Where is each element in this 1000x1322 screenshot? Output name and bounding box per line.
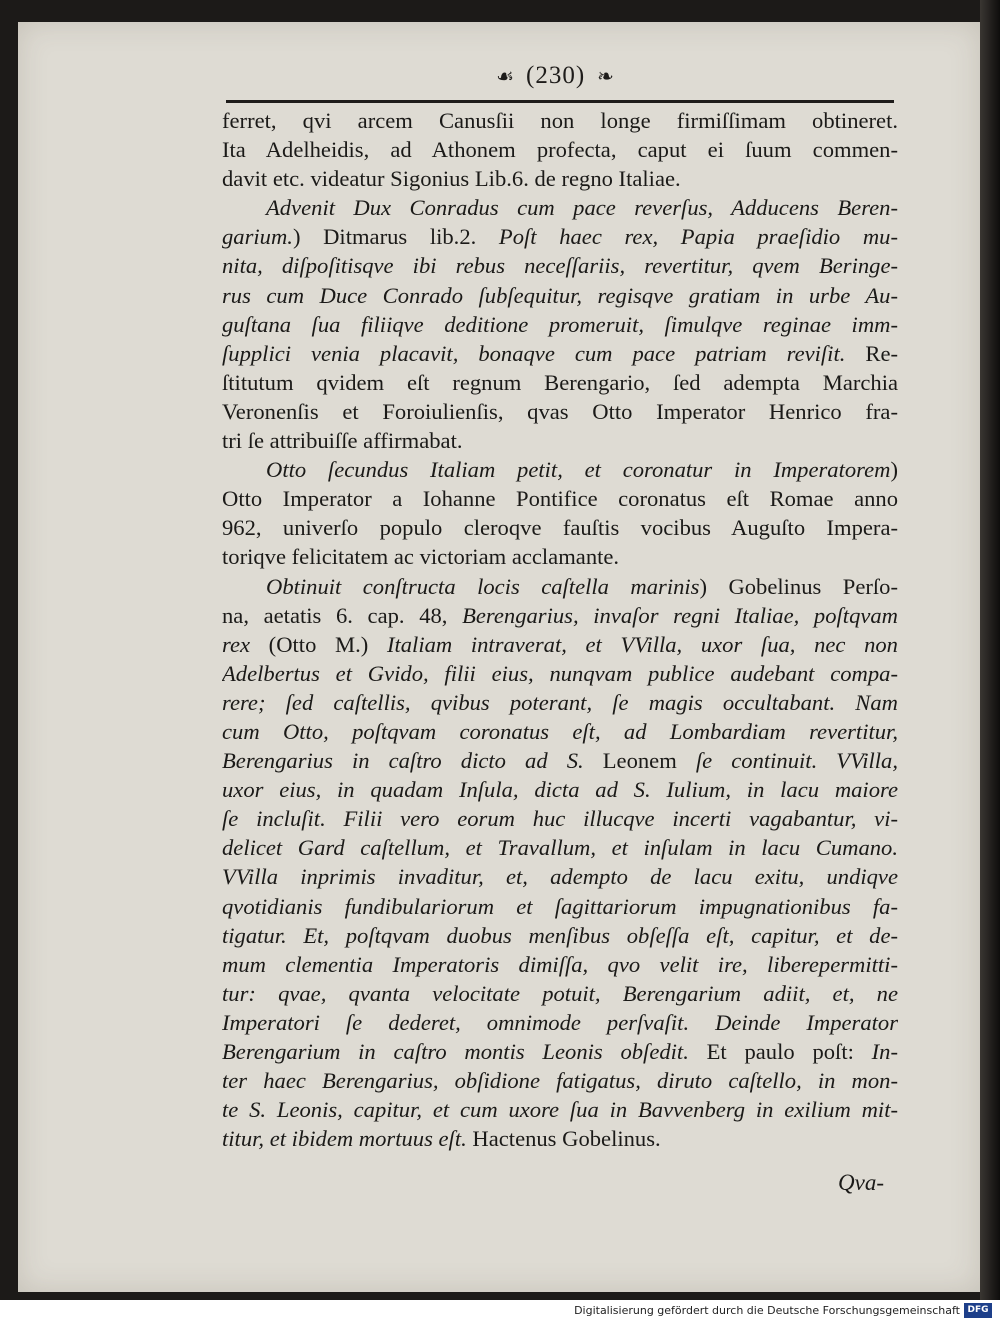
page-number: (230) [526, 62, 586, 89]
text-segment: Berengarius in caſtro dicto ad S. [222, 748, 584, 774]
text-line [222, 251, 898, 280]
text-segment: ſe continuit. VVilla, [695, 748, 898, 774]
text-segment: te S. Leonis, capitur, et cum uxore ſua in Bavvenberg in exilium mit- [222, 1097, 898, 1123]
text-segment: rex [222, 631, 251, 657]
text-segment: ſtitutum qvidem eſt regnum Berengario, ſed adempta Marchia [222, 369, 898, 395]
text-line [222, 717, 898, 746]
text-line [222, 106, 898, 135]
text-segment: Leonem [583, 748, 696, 774]
text-line [222, 426, 898, 455]
text-line [222, 513, 898, 542]
text-line [222, 455, 898, 484]
text-segment: Obtinuit conſtructa locis caſtella marinis [266, 573, 700, 599]
text-line [222, 542, 898, 571]
text-segment: Re- [845, 340, 898, 366]
text-segment: VVilla inprimis invaditur, et, adempto de lacu exitu, undiqve [222, 864, 898, 890]
text-segment: Et paulo poſt: [688, 1039, 872, 1064]
text-line [222, 193, 898, 222]
text-segment: ſupplici venia placavit, bonaqve cum pace patriam reviſit. [222, 340, 846, 366]
text-segment: ) [890, 457, 898, 483]
text-segment: Hactenus Gobelinus. [466, 1126, 661, 1152]
text-segment: qvotidianis fundibulariorum et ſagittariorum impugnationibus fa- [222, 893, 898, 919]
dfg-logo[interactable]: DFG [964, 1303, 992, 1318]
text-segment: In- [871, 1039, 898, 1064]
text-segment: 962, univerſo populo cleroqve fauſtis vocibus Auguſto Impera- [222, 515, 898, 541]
text-line [222, 746, 898, 775]
text-line [222, 921, 898, 950]
text-segment: Adelbertus et Gvido, filii eius, nunqvam publice audebant compa- [222, 660, 898, 686]
text-segment: nita, diſpoſitisqve ibi rebus neceſſariis, revertitur, qvem Beringe- [222, 253, 898, 279]
text-segment: cum Otto, poſtqvam coronatus eſt, ad Lombardiam revertitur, [222, 718, 898, 744]
text-segment: rus cum Duce Conrado ſubſequitur, regisqve gratiam in urbe Au- [222, 282, 898, 308]
text-segment: Poſt haec rex, Papia praeſidio mu- [498, 224, 898, 250]
text-line [222, 339, 898, 368]
text-segment: (Otto M.) [250, 631, 387, 657]
text-segment: ſe incluſit. Filii vero eorum huc illucqve incerti vagabantur, vi- [222, 806, 898, 832]
text-segment: ) Ditmarus lib.2. [292, 224, 499, 250]
text-line [222, 862, 898, 891]
text-segment: tigatur. Et, poſtqvam duobus menſibus obſeſſa eſt, capitur, et de- [222, 922, 898, 948]
text-line [222, 281, 898, 310]
text-line [222, 1124, 898, 1153]
text-line [222, 164, 898, 193]
text-line [222, 1008, 898, 1037]
text-line [222, 484, 898, 513]
text-line [222, 1066, 898, 1095]
text-line [222, 135, 898, 164]
text-segment: Otto ſecundus Italiam petit, et coronatur in Imperatorem [266, 457, 891, 483]
text-line [222, 572, 898, 601]
text-segment: delicet Gard caſtellum, et Travallum, et inſulam in lacu Cumano. [222, 835, 898, 861]
text-line [222, 368, 898, 397]
footer-credit: Digitalisierung gefördert durch die Deutsche Forschungsgemeinschaft [574, 1304, 960, 1317]
text-segment: ) Gobelinus Perſo- [699, 573, 898, 599]
text-segment: Italiam intraverat, et VVilla, uxor ſua, nec non [386, 631, 898, 657]
text-segment: Berengarium in caſtro montis Leonis obſedit. [222, 1039, 689, 1064]
book-spine-edge [980, 0, 1000, 1300]
text-segment: titur, et ibidem mortuus eſt. [222, 1126, 467, 1152]
text-line [222, 950, 898, 979]
text-segment: Veronenſis et Foroiulienſis, qvas Otto Imperator Henrico fra- [222, 398, 898, 424]
text-segment: Berengarius, invaſor regni Italiae, poſtqvam [462, 602, 898, 628]
text-segment: na, aetatis 6. cap. 48, [222, 602, 463, 628]
text-segment: Otto Imperator a Iohanne Pontifice coronatus eſt Romae anno [222, 486, 898, 512]
text-line [222, 310, 898, 339]
page-header [210, 62, 900, 102]
text-segment: uxor eius, in quadam Inſula, dicta ad S. Iulium, in lacu maiore [222, 777, 898, 803]
text-line [222, 630, 898, 659]
header-rule [226, 100, 894, 103]
text-segment: guſtana ſua filiiqve deditione promeruit, ſimulqve reginae imm- [222, 311, 898, 337]
text-line [222, 833, 898, 862]
text-segment: ferret, qvi arcem Canusſii non longe firmiſſimam obtineret. [222, 108, 898, 133]
text-line [222, 1095, 898, 1124]
text-segment: Ita Adelheidis, ad Athonem profecta, caput ei ſuum commen- [222, 137, 898, 163]
text-segment: ter haec Berengarius, obſidione fatigatus, diruto caſtello, in mon- [222, 1068, 898, 1094]
text-segment: toriqve felicitatem ac victoriam acclamante. [222, 544, 620, 570]
text-segment: rere; ſed caſtellis, qvibus poterant, ſe magis occultabant. Nam [222, 689, 898, 715]
catchword: Qva- [838, 1170, 884, 1195]
text-segment: Advenit Dux Conradus cum pace reverſus, Adducens Beren- [266, 195, 898, 221]
text-line [222, 892, 898, 921]
text-segment: garium. [222, 224, 293, 250]
text-segment: davit etc. videatur Sigonius Lib.6. de regno Italiae. [222, 166, 681, 192]
text-segment: Imperatori ſe dederet, omnimode perſvaſit. Deinde Imperator [222, 1009, 898, 1035]
text-line [222, 397, 898, 426]
text-line [222, 222, 898, 251]
text-line [222, 688, 898, 717]
text-segment: mum clementia Imperatoris dimiſſa, qvo velit ire, liberepermitti- [222, 951, 898, 977]
text-line [222, 1037, 898, 1066]
text-line [222, 979, 898, 1008]
text-segment: tri ſe attribuiſſe affirmabat. [222, 428, 463, 454]
text-line [222, 659, 898, 688]
body-text [222, 106, 898, 1153]
ornament-right-icon: ❧ [597, 66, 614, 88]
text-line [222, 804, 898, 833]
text-line [222, 775, 898, 804]
text-line [222, 601, 898, 630]
ornament-left-icon: ☙ [496, 66, 514, 88]
footer-bar [0, 1300, 1000, 1322]
text-segment: tur: qvae, qvanta velocitate potuit, Berengarium adiit, et, ne [222, 980, 898, 1006]
